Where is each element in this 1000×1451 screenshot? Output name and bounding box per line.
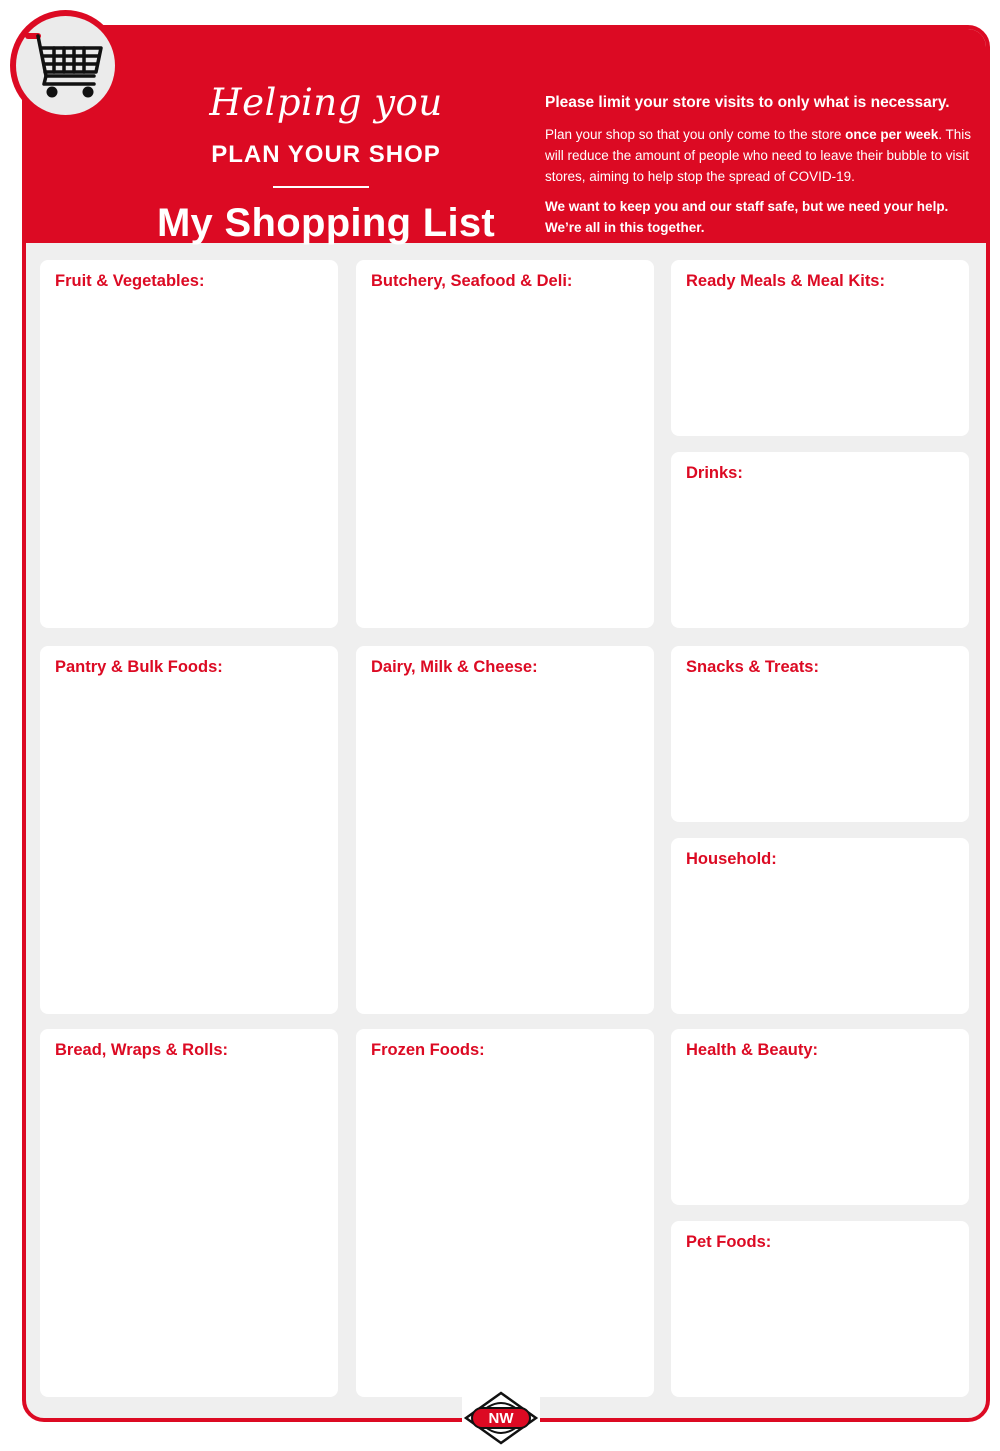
panel-title-ready-meals: Ready Meals & Meal Kits: — [686, 272, 885, 290]
shopping-cart-icon — [24, 28, 108, 102]
header-banner — [26, 29, 986, 243]
panel-butchery-seafood-deli[interactable] — [356, 260, 654, 628]
page-title: My Shopping List — [156, 201, 496, 245]
info-body-emphasis: once per week — [845, 127, 939, 142]
panel-title-fruit-vegetables: Fruit & Vegetables: — [55, 272, 205, 290]
panel-title-household: Household: — [686, 850, 777, 868]
panel-title-snacks: Snacks & Treats: — [686, 658, 819, 676]
panel-household[interactable] — [671, 838, 969, 1014]
header-divider — [273, 186, 369, 188]
panel-snacks-treats[interactable] — [671, 646, 969, 822]
info-body-end: . This will reduce the amount of people who need to leave their bubble to visit stores, aiming to help stop the spread of COVID-19. — [545, 127, 971, 184]
info-body-start: Plan your shop so that you only come to the store — [545, 127, 846, 142]
cart-badge — [10, 10, 121, 121]
panel-title-pantry: Pantry & Bulk Foods: — [55, 658, 223, 676]
panel-title-butchery: Butchery, Seafood & Deli: — [371, 272, 573, 290]
panel-health-beauty[interactable] — [671, 1029, 969, 1205]
panel-pantry-bulk[interactable] — [40, 646, 338, 1014]
info-block — [545, 94, 985, 238]
panel-drinks[interactable] — [671, 452, 969, 628]
info-body — [545, 124, 985, 187]
panel-frozen[interactable] — [356, 1029, 654, 1397]
panel-title-frozen: Frozen Foods: — [371, 1041, 485, 1059]
plan-your-shop-subtitle: PLAN YOUR SHOP — [211, 141, 441, 168]
nw-logo-text: NW — [488, 1410, 514, 1427]
panel-title-drinks: Drinks: — [686, 464, 743, 482]
panel-title-pet: Pet Foods: — [686, 1233, 772, 1251]
panel-fruit-vegetables[interactable] — [40, 260, 338, 628]
panel-title-health: Health & Beauty: — [686, 1041, 819, 1059]
panel-bread[interactable] — [40, 1029, 338, 1397]
shopping-list-frame — [22, 25, 990, 1422]
info-headline: Please limit your store visits to only what is necessary. — [545, 94, 950, 111]
info-note: We want to keep you and our staff safe, but we need your help. We’re all in this together. — [545, 199, 949, 235]
panel-title-dairy: Dairy, Milk & Cheese: — [371, 658, 538, 676]
panel-dairy[interactable] — [356, 646, 654, 1014]
nw-logo — [462, 1390, 540, 1446]
panel-pet-foods[interactable] — [671, 1221, 969, 1397]
panel-ready-meals[interactable] — [671, 260, 969, 436]
panel-title-bread: Bread, Wraps & Rolls: — [55, 1041, 228, 1059]
helping-you-script: Helping you — [209, 81, 443, 124]
